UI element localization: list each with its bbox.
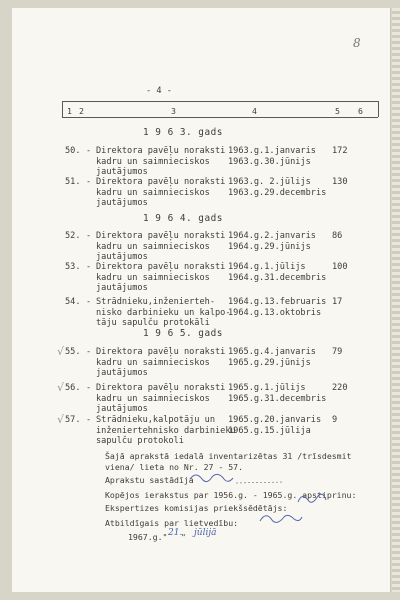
entry-dash: - <box>86 262 92 272</box>
signature-date-day: 21. <box>168 528 183 538</box>
entry-dash: - <box>86 231 92 241</box>
entry-dates: 1964.g.13.februaris 1964.g.13.oktobris <box>228 297 327 318</box>
entry-page-count: 172 <box>332 146 348 156</box>
entry-page-count: 17 <box>332 297 343 307</box>
check-mark-icon: √ <box>57 381 65 394</box>
entry-title: Direktora pavēļu noraksti kadru un saimnieciskos jautājumos <box>96 383 226 414</box>
entry-number: 54. <box>65 297 81 307</box>
entry-title: Strādnieku,inženierteh- nisko darbinieku un kalpo- tāju sapulču protokāli <box>96 297 231 328</box>
entry-page-count: 100 <box>332 262 348 272</box>
entry-page-count: 220 <box>332 383 348 393</box>
entry-dates: 1965.g.1.jūlijs 1965.g.31.decembris <box>228 383 327 404</box>
column-header-5: 5 <box>335 106 340 116</box>
signature-chairman <box>298 494 326 502</box>
column-header-4: 4 <box>252 106 257 116</box>
entry-title: Strādnieku,kalpotāju un inženiertehnisko darbinieku sapulču protokoli <box>96 415 236 446</box>
signature-line <box>236 482 284 483</box>
typed-page-number: - 4 - <box>146 86 172 96</box>
compiled-by-label: Aprakstu sastādīja <box>105 475 194 485</box>
records-officer-label: Atbildīgais par lietvedību: <box>105 518 239 528</box>
entry-title: Direktora pavēļu noraksti kadru un saimnieciskos jautājumos <box>96 146 226 177</box>
entry-number: 55. <box>65 347 81 357</box>
column-header-3: 3 <box>171 106 176 116</box>
column-header-6: 6 <box>358 106 363 116</box>
signature-compiler <box>190 474 233 481</box>
entry-dates: 1963.g. 2.jūlijs 1963.g.29.decembris <box>228 177 327 198</box>
year-heading: 1 9 6 5. gads <box>143 328 223 339</box>
entry-number: 50. <box>65 146 81 156</box>
entry-dash: - <box>86 297 92 307</box>
entry-number: 53. <box>65 262 81 272</box>
entry-dash: - <box>86 415 92 425</box>
entry-dash: - <box>86 347 92 357</box>
handwritten-page-number: 8 <box>353 36 361 50</box>
entry-dates: 1963.g.1.janvaris 1963.g.30.jūnijs <box>228 146 316 167</box>
entry-title: Direktora pavēļu noraksti kadru un saimnieciskos jautājumos <box>96 347 226 378</box>
check-mark-icon: √ <box>57 413 65 426</box>
signature-records-officer <box>260 515 302 522</box>
entry-number: 57. <box>65 415 81 425</box>
entry-dash: - <box>86 146 92 156</box>
entry-dates: 1964.g.1.jūlijs 1964.g.31.decembris <box>228 262 327 283</box>
signature-date-month: jūlijā <box>194 528 217 538</box>
entry-dates: 1964.g.2.janvaris 1964.g.29.jūnijs <box>228 231 316 252</box>
year-heading: 1 9 6 4. gads <box>143 213 223 224</box>
commission-chairman-label: Ekspertizes komisijas priekšsēdētājs: <box>105 503 288 513</box>
entry-dates: 1965.g.20.janvaris 1965.g.15.jūlija <box>228 415 322 436</box>
entry-title: Direktora pavēļu noraksti kadru un saimnieciskos jautājumos <box>96 262 226 293</box>
entry-dates: 1965.g.4.janvaris 1965.g.29.jūnijs <box>228 347 316 368</box>
entry-title: Direktora pavēļu noraksti kadru un saimnieciskos jautājumos <box>96 177 226 208</box>
summary-line-2: viena/ lieta no Nr. 27 - 57. <box>105 462 244 472</box>
entry-page-count: 130 <box>332 177 348 187</box>
approval-line: Kopējos ierakstus par 1956.g. - 1965.g. apstiprinu: <box>105 490 357 500</box>
entry-number: 56. <box>65 383 81 393</box>
entry-page-count: 9 <box>332 415 338 425</box>
column-header-2: 2 <box>79 106 84 116</box>
entry-number: 51. <box>65 177 81 187</box>
entry-dash: - <box>86 383 92 393</box>
signature-date-prefix: 1967.g." <box>128 532 168 542</box>
entry-number: 52. <box>65 231 81 241</box>
entry-title: Direktora pavēļu noraksti kadru un saimnieciskos jautājumos <box>96 231 226 262</box>
column-header-1: 1 <box>67 106 72 116</box>
check-mark-icon: √ <box>57 345 65 358</box>
entry-page-count: 79 <box>332 347 343 357</box>
signature-date-quote: " <box>181 532 186 542</box>
entry-dash: - <box>86 177 92 187</box>
year-heading: 1 9 6 3. gads <box>143 127 223 138</box>
summary-line-1: Šajā aprakstā iedalā inventarizētas 31 /trīsdesmit <box>105 451 352 461</box>
entry-page-count: 86 <box>332 231 343 241</box>
